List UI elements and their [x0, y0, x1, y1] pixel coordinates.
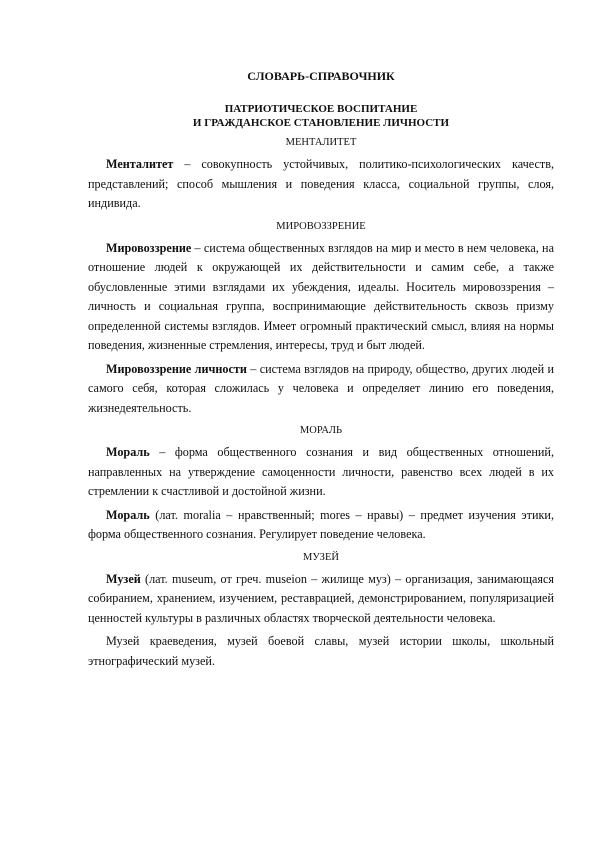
- definition-text: (лат. museum, от греч. museion – жилище муз) – организация, занимающаяся собиранием, хранением, изучением, реставрацией, демонстрированием, популяризацией ценностей культуры в различных областях творческой деятельности человека.: [88, 571, 554, 625]
- definition-text: – форма общественного сознания и вид общественных отношений, направленных на утверждение самоценности личности, равенство всех людей в их стремлении к счастливой и достойной жизни.: [88, 445, 554, 498]
- document-title: СЛОВАРЬ-СПРАВОЧНИК: [247, 69, 395, 83]
- example-paragraph: [88, 632, 554, 671]
- section-heading-mentalitet: МЕНТАЛИТЕТ: [285, 137, 357, 148]
- definition-paragraph: [88, 570, 554, 629]
- section-heading-mirovozzrenie: МИРОВОЗЗРЕНИЕ: [276, 220, 366, 232]
- subtitle-line-1: ПАТРИОТИЧЕСКОЕ ВОСПИТАНИЕ: [224, 103, 418, 115]
- document-page: [88, 68, 554, 675]
- definition-text: – система общественных взглядов на мир и место в нем человека, на отношение людей к окружающей их действительности и самим себе, а также обусловленные этими взглядами их убеждения, идеалы. Носитель мировоззрения – личность и социальная группа, воспринимающие действительность сквозь призму определенной системы взглядов. Имеет огромный практический смысл, влияя на нормы поведения, жизненные стремления, интересы, труд и быт людей.: [88, 240, 554, 352]
- definition-term: Мировоззрение: [106, 240, 192, 255]
- example-text: Музей краеведения, музей боевой славы, музей истории школы, школьный этнографический музей.: [88, 634, 554, 668]
- definition-paragraph: [88, 443, 554, 502]
- definition-paragraph: [88, 506, 554, 545]
- definition-term: Мораль: [106, 445, 150, 459]
- definition-paragraph: [88, 155, 554, 214]
- definition-term: Музей: [106, 571, 141, 586]
- definition-paragraph: [88, 360, 554, 419]
- definition-term: Мировоззрение личности: [106, 361, 247, 376]
- definition-text: – система взглядов на природу, общество, других людей и самого себя, которая сложилась у человека и определяет линию его поведения, жизнедеятельность.: [88, 361, 554, 415]
- definition-paragraph: [88, 239, 554, 356]
- definition-text: (лат. moralia – нравственный; mores – нравы) – предмет изучения этики, форма общественного сознания. Регулирует поведение человека.: [88, 507, 554, 541]
- section-heading-muzey: МУЗЕЙ: [303, 551, 339, 563]
- subtitle-line-2: И ГРАЖДАНСКОЕ СТАНОВЛЕНИЕ ЛИЧНОСТИ: [192, 117, 450, 129]
- definition-term: Менталитет: [106, 157, 174, 171]
- definition-text: – совокупность устойчивых, политико-психологических качеств, представлений; способ мышления и поведения класса, социальной группы, слоя, индивида.: [88, 157, 554, 210]
- section-heading-moral: МОРАЛЬ: [299, 425, 343, 436]
- document-subtitle: [88, 102, 554, 130]
- definition-term: Мораль: [106, 507, 150, 522]
